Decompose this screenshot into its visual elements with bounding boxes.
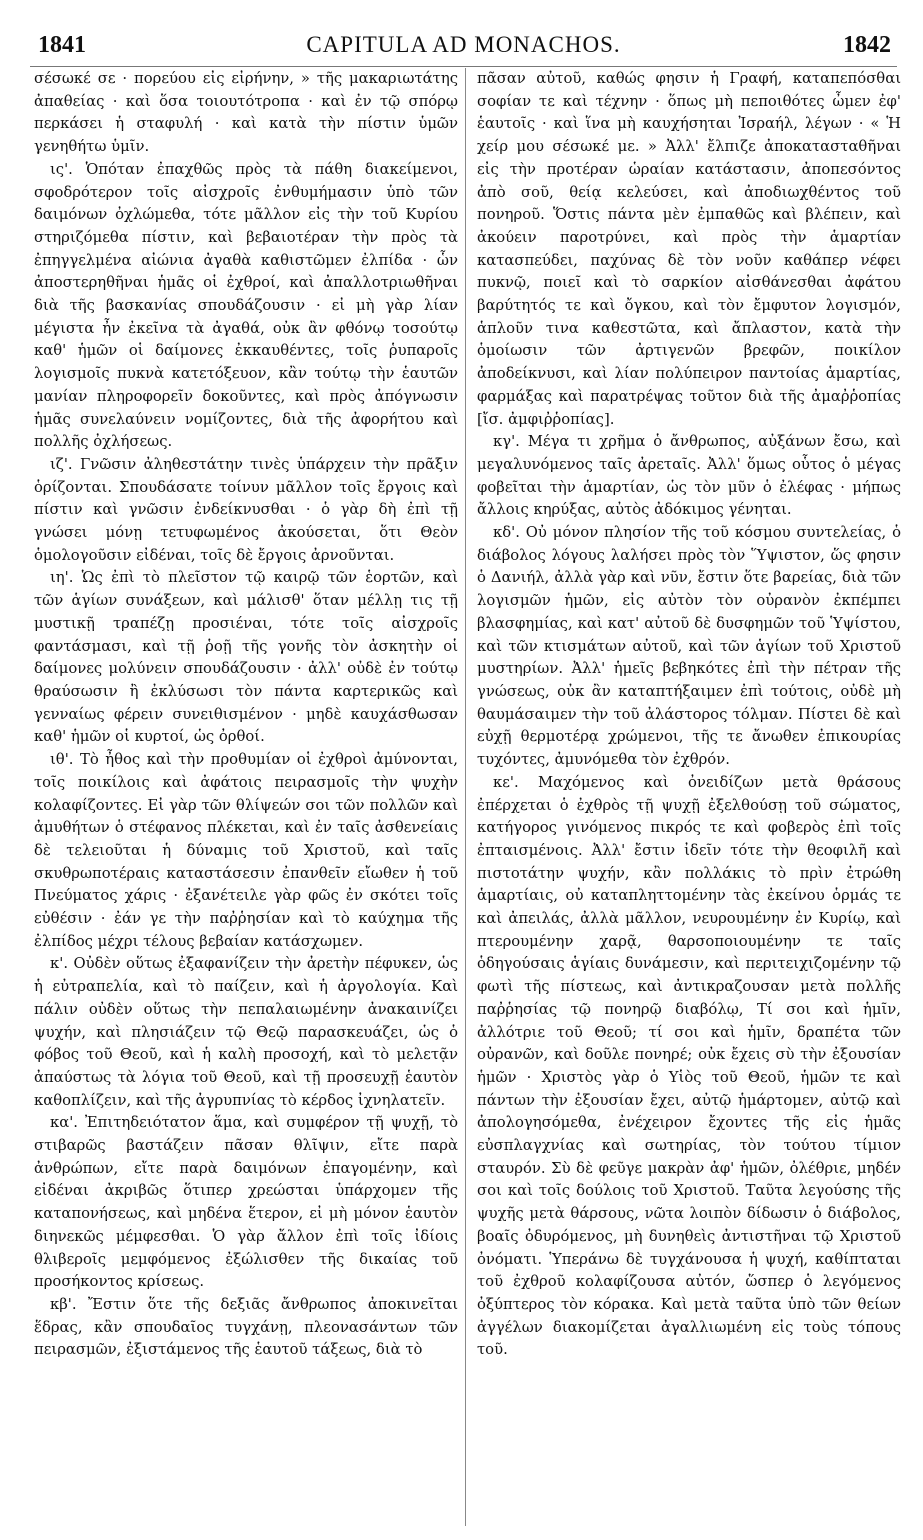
page-number-right: 1842 <box>843 32 891 58</box>
paragraph: πᾶσαν αὐτοῦ, καθώς φησιν ἡ Γραφή, καταπεπόσθαι σοφίαν τε καὶ τέχνην · ὅπως μὴ πεποιθότες ὦμεν ἐφ' ἑαυτοῖς · καὶ ἵνα μὴ καυχήσηται Ἰσραήλ, λέγων · « Ἡ χείρ μου σέσωκέ με. » Ἀλλ' ἔλπιζε ἀποκατασταθῆναι εἰς τὴν προτέραν ὡραίαν κατάστασιν, ἀποπεσόντος ἀπὸ σοῦ, θείᾳ κελεύσει, καὶ ἀποδιωχθέντος τοῦ πονηροῦ. Ὅστις πάντα μὲν ἐμπαθῶς καὶ βλέπειν, καὶ ἀκούειν παροτρύνει, καὶ πρὸς τὴν ἁμαρτίαν κατασπεύδει, παχύνας δὲ τὸν νοῦν καθάπερ νέφει πυκνῷ, ποιεῖ καὶ τὸ σαρκίον αἰσθάνεσθαι ἀφάτου βαρύτητός τε καὶ ὄγκου, καὶ τὸν ἔμφυτον λογισμόν, ἁπλοῦν τινα καθεστῶτα, καὶ ἄπλαστον, κατὰ τὴν ὁμοίωσιν τῶν ἀρτιγενῶν βρεφῶν, ποικίλον ἀποδείκνυσι, καὶ λίαν πολύπειρον παντοίας ἁμαρτίας, φαρμάξας καὶ παρατρέψας τοῦτον διὰ τῆς ἀμαῤῥοπίας [ἴσ. ἀμφιῤῥοπίας]. <box>477 70 901 428</box>
paragraph: κα'. Ἐπιτηδειότατον ἅμα, καὶ συμφέρον τῇ ψυχῇ, τὸ στιβαρῶς βαστάζειν πᾶσαν θλῖψιν, εἴτε παρὰ ἀνθρώπων, εἴτε παρὰ δαιμόνων ἐπαγομένην, καὶ εἰδέναι ἀκριβῶς ὅτιπερ χρεώσται ὑπάρχομεν τῆς καταπονήσεως, καὶ μηδένα ἕτερον, εἰ μὴ μόνον ἑαυτὸν διηνεκῶς μέμφεσθαι. Ὁ γὰρ ἄλλον ἐπὶ τοῖς ἰδίοις θλιβεροῖς μεμφόμενος ἐξώλισθεν τῆς δικαίας τοῦ προσήκοντος κρίσεως. <box>34 1114 458 1291</box>
paragraph: κβ'. Ἔστιν ὅτε τῆς δεξιᾶς ἄνθρωπος ἀποκινεῖται ἕδρας, κἂν σπουδαῖος τυγχάνῃ, πλεονασάντων τῶν πειρασμῶν, ἐξιστάμενος τῆς ἑαυτοῦ τάξεως, διὰ τὸ <box>34 1295 458 1359</box>
right-column <box>477 68 901 1528</box>
paragraph: κδ'. Οὐ μόνον πλησίον τῆς τοῦ κόσμου συντελείας, ὁ διάβολος λόγους λαλήσει πρὸς τὸν Ὕψιστον, ὥς φησιν ὁ Δανιήλ, ἀλλὰ γὰρ καὶ νῦν, ἔστιν ὅτε βαρείας, διὰ τῶν λογισμῶν ἡμῶν, εἰς αὐτὸν τὸν οὐρανὸν ἐκπέμπει βλασφημίας, καὶ κατ' αὐτοῦ δὲ δυσφημῶν τοῦ Ὑψίστου, καὶ τῶν κτισμάτων αὐτοῦ, καὶ τῶν ἁγίων τοῦ Χριστοῦ μυστηρίων. Ἀλλ' ἡμεῖς βεβηκότες ἐπὶ τὴν πέτραν τῆς γνώσεως, οὐκ ἂν καταπτήξαιμεν ἐπὶ τούτοις, οὐδὲ μὴ θαυμάσαιμεν τὴν τοῦ ἀλάστορος τόλμαν. Πίστει δὲ καὶ εὐχῇ θερμοτέρᾳ χρώμενοι, τῆς τε ἄνωθεν ἐπικουρίας τυχόντες, ἀμυνόμεθα τὸν ἐχθρόν. <box>477 524 901 769</box>
paragraph: κε'. Μαχόμενος καὶ ὀνειδίζων μετὰ θράσους ἐπέρχεται ὁ ἐχθρὸς τῇ ψυχῇ ἐξελθούσῃ τοῦ σώματος, κατήγορος γινόμενος πικρός τε καὶ φοβερὸς ἐπὶ τοῖς ἐπταισμένοις. Ἀλλ' ἔστιν ἰδεῖν τότε τὴν θεοφιλῆ καὶ πιστοτάτην ψυχήν, κἂν πολλάκις τὸ πρὶν ἐτρώθη ἁμαρτίαις, οὐ καταπληττομένην τὰς ἐκείνου ὁρμάς τε καὶ ἀπειλάς, ἀλλὰ μᾶλλον, νευρουμένην ἐν Κυρίῳ, καὶ πτερουμένην χαρᾷ, θαρσοποιουμένην τε ταῖς ὁδηγούσαις ἁγίαις δυνάμεσιν, καὶ περιτειχιζομένην τῷ φωτὶ τῆς πίστεως, καὶ ἀντικραζουσαν μετὰ πολλῆς παῤῥησίας τῷ πονηρῷ διαβόλῳ, Τί σοι καὶ ἡμῖν, ἀλλότριε τοῦ Θεοῦ; τί σοι καὶ ἡμῖν, δραπέτα τῶν οὐρανῶν, καὶ δοῦλε πονηρέ; οὐκ ἔχεις σὺ τὴν ἐξουσίαν ἡμῶν · Χριστὸς γὰρ ὁ Υἱὸς τοῦ Θεοῦ, ἡμῶν τε καὶ πάντων τὴν ἐξουσίαν ἔχει, αὐτῷ ἡμάρτομεν, αὐτῷ καὶ ἀπολογησόμεθα, ἐνέχειρον ἔχοντες τῆς εἰς ἡμᾶς εὐσπλαγχνίας καὶ σωτηρίας, τὸν τούτου τίμιον σταυρόν. Σὺ δὲ φεῦγε μακρὰν ἀφ' ἡμῶν, ὀλέθριε, μηδέν σοι καὶ τοῖς δούλοις τοῦ Χριστοῦ. Ταῦτα λεγούσης τῆς ψυχῆς μετὰ θάρσους, νῶτα λοιπὸν δίδωσιν ὁ διάβολος, βοαῖς ὀδυρόμενος, μὴ δυνηθεὶς ἀντιστῆναι τῷ Χριστοῦ ὀνόματι. Ὑπεράνω δὲ τυγχάνουσα ἡ ψυχή, καθίπταται τοῦ ἐχθροῦ κολαφίζουσα αὐτόν, ὥσπερ ὁ λεγόμενος ὀξύπτερος τὸν κόρακα. Καὶ μετὰ ταῦτα ὑπὸ τῶν θείων ἀγγέλων διακομίζεται ἀγαλλιωμένη εἰς τοὺς τόπους τοῦ. <box>477 773 901 1359</box>
paragraph: κγ'. Μέγα τι χρῆμα ὁ ἄνθρωπος, αὐξάνων ἔσω, καὶ μεγαλυνόμενος ταῖς ἀρεταῖς. Ἀλλ' ὅμως οὗτος ὁ μέγας φοβεῖται τὴν ἁμαρτίαν, ὡς τὸν μῦν ὁ ἐλέφας · μήπως ἄλλοις κηρύξας, αὐτὸς ἀδόκιμος γένηται. <box>477 433 901 519</box>
paragraph: ις'. Ὁπόταν ἐπαχθῶς πρὸς τὰ πάθη διακείμενοι, σφοδρότερον τοῖς αἰσχροῖς ἐνθυμήμασιν ὑπὸ τῶν δαιμόνων ὀχλώμεθα, τότε μᾶλλον εἰς τὴν τοῦ Κυρίου στηριζόμεθα πίστιν, καὶ βεβαιοτέραν τὴν πρὸς τὰ ἐπηγγελμένα αἰώνια ἀγαθὰ καθιστῶμεν ἐλπίδα · ὧν ἀποστερηθῆναι ἡμᾶς οἱ ἐχθροί, καὶ ἀπαλλοτριωθῆναι διὰ τῆς βασκανίας σπουδάζουσιν · εἰ μὴ γὰρ λίαν μέγιστα ἦν ἐκεῖνα τὰ ἀγαθά, οὐκ ἂν φθόνῳ τοσούτῳ καθ' ἡμῶν οἱ δαίμονες ἐκκαυθέντες, τοῖς ῥυπαροῖς λογισμοῖς πυκνὰ κατετόξευον, κἂν τούτῳ τὴν ἑαυτῶν μανίαν πληροφορεῖν δοκοῦντες, καὶ πρὸς ἀπόγνωσιν ἡμᾶς συνελαύνειν νομίζοντες, διὰ τῆς ἀφορήτου καὶ πολλῆς ὀχλήσεως. <box>34 160 458 451</box>
paragraph: κ'. Οὐδὲν οὕτως ἐξαφανίζειν τὴν ἀρετὴν πέφυκεν, ὡς ἡ εὐτραπελία, καὶ τὸ παίζειν, καὶ ἡ ἀργολογία. Καὶ πάλιν οὐδὲν οὕτως τὴν πεπαλαιωμένην ἀνακαινίζει ψυχήν, καὶ πλησιάζειν τῷ Θεῷ παρασκευάζει, ὡς ὁ φόβος τοῦ Θεοῦ, καὶ ἡ καλὴ προσοχή, καὶ τὸ μελετᾷν ἀπαύστως τὰ λόγια τοῦ Θεοῦ, καὶ τῇ προσευχῇ ἑαυτὸν καθοπλίζειν, καὶ τῆς ἀγρυπνίας τὸ κέρδος ἰχνηλατεῖν. <box>34 955 458 1109</box>
paragraph: ιζ'. Γνῶσιν ἀληθεστάτην τινὲς ὑπάρχειν τὴν πρᾶξιν ὁρίζονται. Σπουδάσατε τοίνυν μᾶλλον τοῖς ἔργοις καὶ πίστιν καὶ γνῶσιν ἐνδείκνυσθαι · ὁ γὰρ δὴ ἐπὶ τῇ γνώσει μόνῃ τετυφωμένος ἀκούσεται, ὅτι Θεὸν ὁμολογοῦσιν εἰδέναι, τοῖς δὲ ἔργοις ἀρνοῦνται. <box>34 455 458 564</box>
text-columns <box>30 68 901 1528</box>
paragraph: σέσωκέ σε · πορεύου εἰς εἰρήνην, » τῆς μακαριωτάτης ἀπαθείας · καὶ ὅσα τοιουτότροπα · καὶ ἐν τῷ σπόρῳ περκάσει ἡ σταφυλή · καὶ κατὰ τὴν πίστιν ὑμῶν γενηθήτω ὑμῖν. <box>34 70 458 156</box>
paragraph: ιη'. Ὡς ἐπὶ τὸ πλεῖστον τῷ καιρῷ τῶν ἑορτῶν, καὶ τῶν ἁγίων συνάξεων, καὶ μάλισθ' ὅταν μέλλῃ τις τῇ μυστικῇ τραπέζῃ προσιέναι, τότε τοῖς αἰσχροῖς φαντάσμασι, καὶ τῇ ῥοῇ τῆς γονῆς τὸν ἀσκητὴν οἱ δαίμονες μολύνειν σπουδάζουσιν · ἀλλ' οὐδὲ ἐν τούτῳ θραύσωσιν ἢ ἐκλύσωσι τὸν πάντα καρτερικῶς καὶ γενναίως φέρειν συνειθισμένον · μηδὲ καυχάσθωσαν καθ' ἡμῶν οἱ κυρτοί, ὡς ὀρθοί. <box>34 569 458 746</box>
left-column <box>34 68 458 1528</box>
column-divider <box>465 68 466 1526</box>
running-header <box>30 30 897 67</box>
paragraph: ιθ'. Τὸ ἦθος καὶ τὴν προθυμίαν οἱ ἐχθροὶ ἀμύνονται, τοῖς ποικίλοις καὶ ἀφάτοις πειρασμοῖς τὴν ψυχὴν κολαφίζοντες. Εἰ γὰρ τῶν θλίψεών σοι τῶν πολλῶν καὶ ἀμυθήτων ὁ στέφανος πλέκεται, καὶ ἐν ταῖς ἀσθενείαις δὲ τελειοῦται ἡ δύναμις τοῦ Χριστοῦ, καὶ ταῖς σκυθρωποτέραις καταστάσεσιν ἐπανθεῖν εἴωθεν ἡ τοῦ Πνεύματος χάρις · ἐξανέτειλε γὰρ φῶς ἐν σκότει τοῖς εὐθέσιν · ἐάν γε τὴν παῤῥησίαν καὶ τὸ καύχημα τῆς ἐλπίδος μέχρι τέλους βεβαίαν κατάσχωμεν. <box>34 751 458 950</box>
page-number-left: 1841 <box>38 32 86 58</box>
running-title: CAPITULA AD MONACHOS. <box>306 32 621 57</box>
